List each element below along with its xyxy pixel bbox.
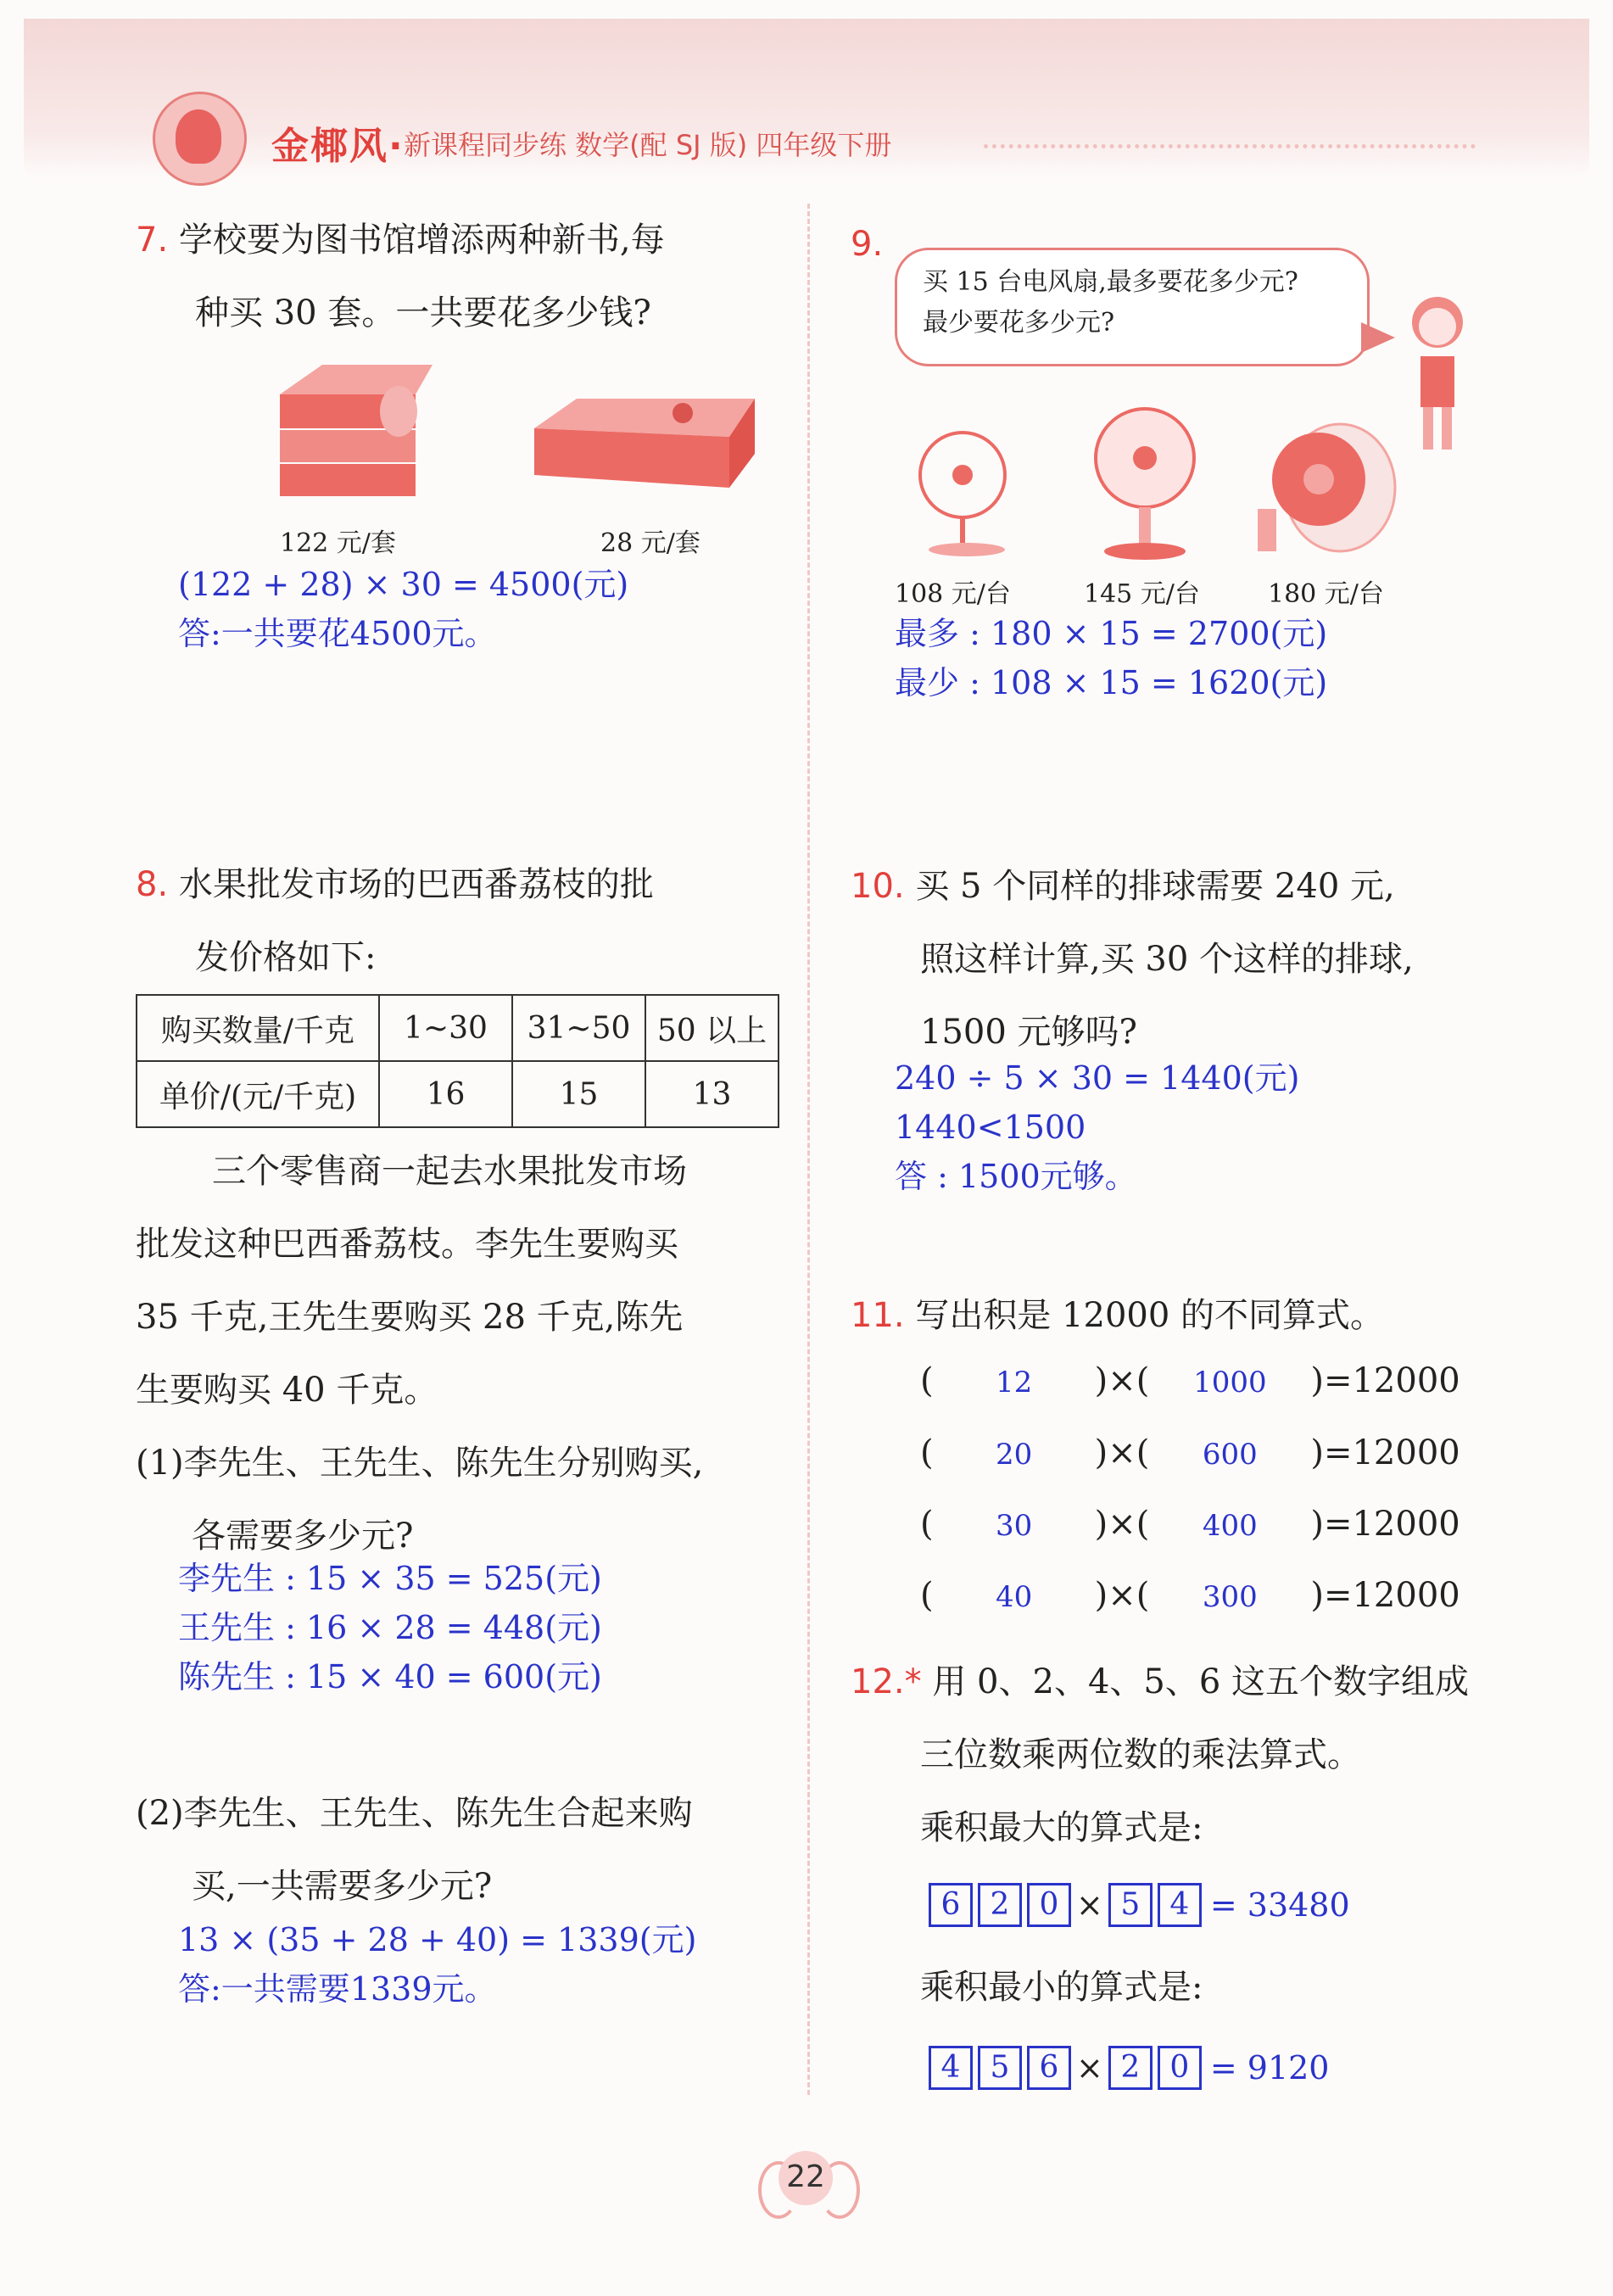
question-text: 发价格如下: <box>195 938 377 977</box>
digit-box: 2 <box>1108 2046 1153 2090</box>
result: )=12000 <box>1310 1433 1460 1472</box>
answer-blank: 600 <box>1202 1438 1258 1472</box>
question-text: 用 0、2、4、5、6 这五个数字组成 <box>932 1662 1470 1701</box>
question-number: 11. <box>851 1296 905 1335</box>
answer-line: 最多 : 180 × 15 = 2700(元) <box>895 615 1328 652</box>
table-cell: 购买数量/千克 <box>137 995 379 1061</box>
answer-line: 最少 : 108 × 15 = 1620(元) <box>895 664 1328 701</box>
paren: ( <box>920 1433 934 1472</box>
answer-10 <box>895 1053 1299 1201</box>
answer-line: 王先生 : 16 × 28 = 448(元) <box>178 1609 602 1646</box>
question-text: 1500 元够吗? <box>920 1013 1137 1052</box>
answer-blank: 300 <box>1202 1580 1258 1614</box>
digit-box: 0 <box>1027 1883 1071 1927</box>
equation-row <box>920 1361 1460 1400</box>
times-sign: × <box>1076 2049 1103 2087</box>
brand-name: 金椰风· <box>271 125 405 168</box>
min-label: 乘积最小的算式是: <box>920 1968 1203 2007</box>
answer-line: 陈先生 : 15 × 40 = 600(元) <box>178 1658 602 1695</box>
paren: ( <box>920 1361 934 1400</box>
paragraph-line: 三个零售商一起去水果批发市场 <box>212 1152 687 1191</box>
price-label: 145 元/台 <box>1084 579 1200 609</box>
answer-blank: 12 <box>995 1366 1033 1399</box>
question-8-context <box>136 1135 703 1573</box>
question-text: 种买 30 套。一共要花多少钱? <box>195 293 651 332</box>
digit-box: 2 <box>978 1883 1022 1927</box>
question-8 <box>136 848 654 994</box>
operator: )×( <box>1094 1576 1150 1615</box>
answer-8-1 <box>178 1554 602 1701</box>
answer-blank: 40 <box>995 1580 1033 1614</box>
min-product-equation <box>929 2046 1329 2090</box>
times-sign: × <box>1076 1886 1103 1924</box>
table-cell: 13 <box>645 1061 779 1127</box>
table-cell: 单价/(元/千克) <box>137 1061 379 1127</box>
digit-box: 5 <box>978 2046 1022 2090</box>
answer-8-2 <box>178 1915 696 2014</box>
price-label: 122 元/套 <box>280 528 396 558</box>
question-12 <box>851 1645 1469 1864</box>
book-box-icon <box>526 394 763 496</box>
product-result: = 9120 <box>1209 2049 1330 2087</box>
paragraph-line: 生要购买 40 千克。 <box>136 1371 438 1410</box>
answer-line: 240 ÷ 5 × 30 = 1440(元) <box>895 1059 1300 1097</box>
question-11 <box>851 1279 1384 1352</box>
table-row <box>137 995 779 1061</box>
result: )=12000 <box>1310 1505 1460 1544</box>
question-text: 写出积是 12000 的不同算式。 <box>915 1296 1385 1335</box>
book-set-icon <box>271 360 433 505</box>
answer-line: 答:一共要花4500元。 <box>178 615 497 652</box>
table-cell: 15 <box>512 1061 645 1127</box>
desk-fan-icon <box>916 424 1026 560</box>
max-label: 乘积最大的算式是: <box>920 1808 1203 1847</box>
price-label: 28 元/套 <box>600 528 700 558</box>
question-text: 学校要为图书馆增添两种新书,每 <box>178 221 665 260</box>
answer-line: 13 × (35 + 28 + 40) = 1339(元) <box>178 1921 697 1958</box>
operator: )×( <box>1094 1505 1150 1544</box>
answer-blank: 1000 <box>1193 1366 1267 1399</box>
price-label: 180 元/台 <box>1268 579 1384 609</box>
question-number: 8. <box>136 865 169 904</box>
paren: ( <box>920 1505 934 1544</box>
circulator-fan-icon <box>1251 416 1404 560</box>
page-number-badge <box>746 2144 865 2221</box>
answer-blank: 20 <box>995 1438 1033 1472</box>
digit-box: 6 <box>1027 2046 1071 2090</box>
subquestion-1: (1)李先生、王先生、陈先生分别购买, <box>136 1444 704 1483</box>
paragraph-line: 批发这种巴西番荔枝。李先生要购买 <box>136 1225 678 1264</box>
equation-row <box>920 1433 1460 1472</box>
answer-9 <box>895 609 1327 707</box>
bubble-text: 买 15 台电风扇,最多要花多少元? <box>923 267 1298 297</box>
question-number: 12.* <box>851 1662 922 1701</box>
max-product-equation <box>929 1883 1350 1927</box>
girl-character-icon <box>1399 288 1476 458</box>
digit-box: 4 <box>1158 1883 1202 1927</box>
paragraph-line: 35 千克,王先生要购买 28 千克,陈先 <box>136 1298 684 1337</box>
question-text: 水果批发市场的巴西番荔枝的批 <box>178 865 654 904</box>
answer-line: 李先生 : 15 × 35 = 525(元) <box>178 1560 602 1597</box>
price-table <box>136 994 779 1128</box>
answer-line: 答:一共需要1339元。 <box>178 1970 497 2008</box>
answer-blank: 400 <box>1202 1509 1258 1543</box>
question-number: 7. <box>136 221 169 260</box>
palm-logo-icon <box>153 92 247 186</box>
digit-box: 5 <box>1108 1883 1153 1927</box>
bubble-text: 最少要花多少元? <box>923 308 1115 338</box>
subquestion-2: (2)李先生、王先生、陈先生合起来购 <box>136 1794 693 1833</box>
answer-7 <box>178 560 628 658</box>
question-9 <box>851 208 883 281</box>
subquestion-2: 买,一共需要多少元? <box>192 1867 493 1906</box>
question-number: 9. <box>851 225 884 264</box>
result: )=12000 <box>1310 1576 1460 1615</box>
table-cell: 31~50 <box>512 995 645 1061</box>
speech-bubble <box>895 248 1370 366</box>
question-text: 买 5 个同样的排球需要 240 元, <box>915 867 1395 906</box>
header-dots <box>984 144 1476 148</box>
question-8-2 <box>136 1777 693 1923</box>
table-cell: 50 以上 <box>645 995 779 1061</box>
speech-bubble-tail <box>1361 322 1395 353</box>
question-10 <box>851 850 1414 1069</box>
answer-line: 1440<1500 <box>895 1109 1086 1146</box>
table-cell: 16 <box>379 1061 512 1127</box>
operator: )×( <box>1094 1361 1150 1400</box>
page-number: 22 <box>786 2159 825 2194</box>
digit-box: 4 <box>929 2046 973 2090</box>
stand-fan-icon <box>1090 403 1200 564</box>
subquestion-1: 各需要多少元? <box>192 1517 414 1556</box>
digit-box: 6 <box>929 1883 973 1927</box>
answer-line: (122 + 28) × 30 = 4500(元) <box>178 566 629 603</box>
column-divider <box>807 204 810 2095</box>
equation-row <box>920 1576 1460 1615</box>
question-number: 10. <box>851 867 905 906</box>
answer-line: 答 : 1500元够。 <box>895 1158 1137 1195</box>
product-result: = 33480 <box>1209 1886 1350 1924</box>
question-7 <box>136 204 665 349</box>
paren: ( <box>920 1576 934 1615</box>
digit-box: 0 <box>1158 2046 1202 2090</box>
price-label: 108 元/台 <box>895 579 1011 609</box>
result: )=12000 <box>1310 1361 1460 1400</box>
table-row <box>137 1061 779 1127</box>
question-text: 三位数乘两位数的乘法算式。 <box>920 1735 1361 1774</box>
operator: )×( <box>1094 1433 1150 1472</box>
table-cell: 1~30 <box>379 995 512 1061</box>
equation-row <box>920 1505 1460 1544</box>
book-subtitle: 新课程同步练 数学(配 SJ 版) 四年级下册 <box>404 129 892 161</box>
answer-blank: 30 <box>995 1509 1033 1543</box>
question-text: 照这样计算,买 30 个这样的排球, <box>920 940 1414 979</box>
